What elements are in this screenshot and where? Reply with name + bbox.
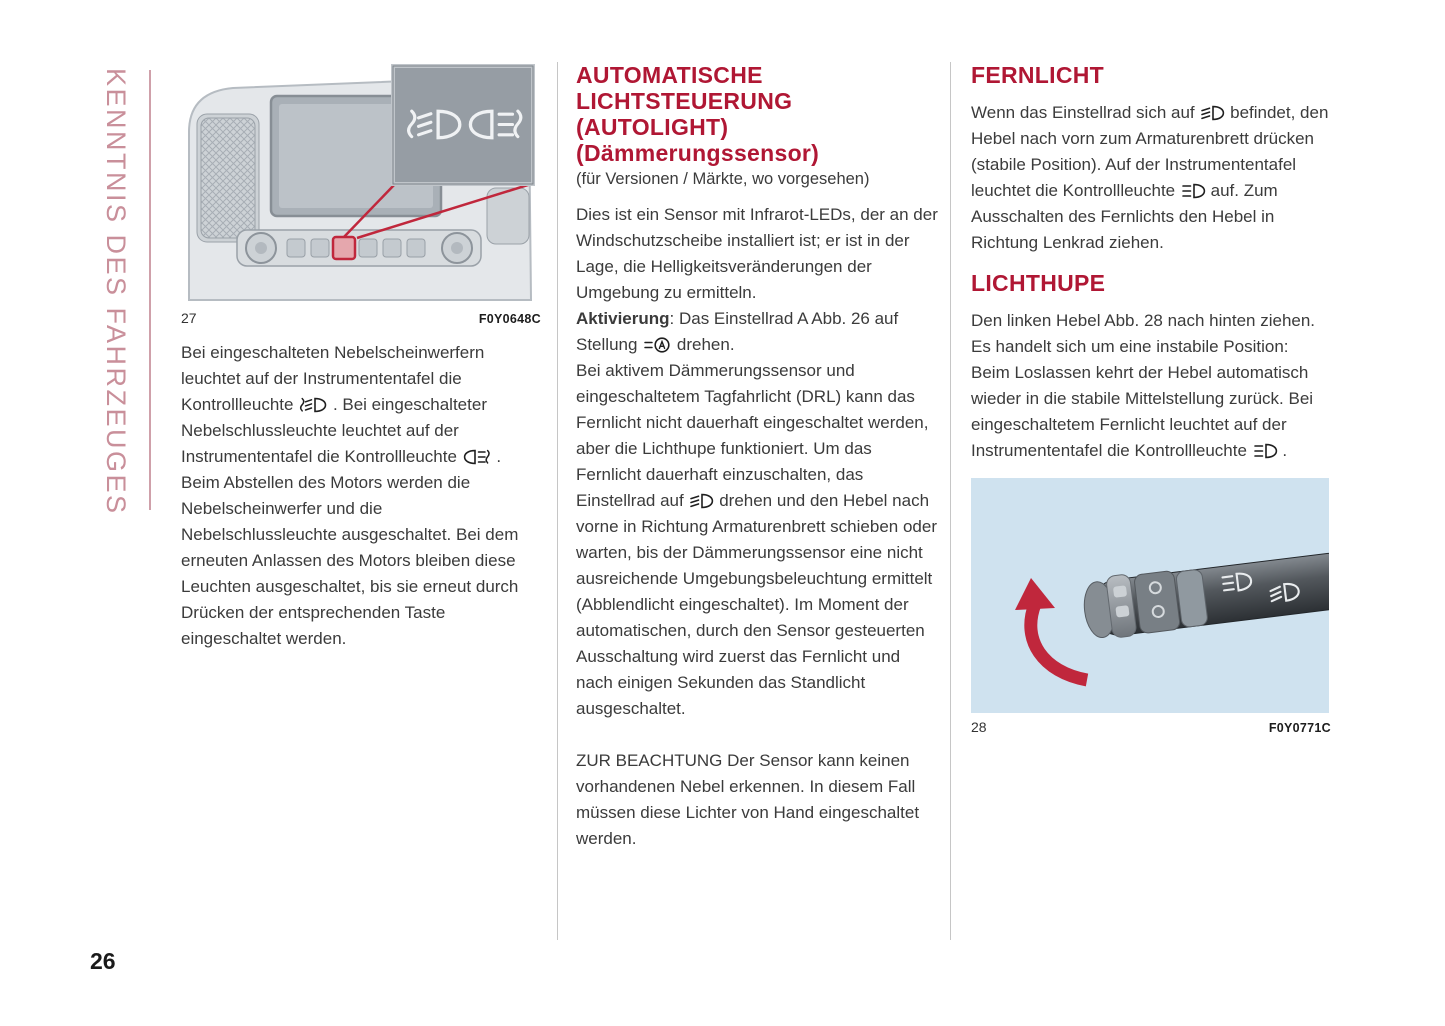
paragraph-warning: ZUR BEACHTUNG Der Sensor kann keinen vorhandenen Nebel erkennen. In diesem Fall müssen diese Lichter von Hand eingeschaltet werden. <box>576 751 920 848</box>
bold-run: Aktivierung <box>576 309 670 328</box>
paragraph-high-beam <box>971 100 1331 256</box>
text-run: drehen. <box>676 335 735 354</box>
column-divider <box>950 62 951 940</box>
fog-light-button-highlight <box>333 237 355 259</box>
figure-code: F0Y0648C <box>478 312 541 326</box>
availability-note: (für Versionen / Märkte, wo vorgesehen) <box>576 170 870 188</box>
high-beam-icon <box>1252 438 1278 464</box>
paragraph-flasher <box>971 308 1331 464</box>
section-heading-fernlicht: FERNLICHT <box>971 62 1105 88</box>
text-run: . Bei eingeschalteter Nebelschlussleuchte leuchtet auf der Instrumententafel die Kontrollleuchte <box>181 395 487 466</box>
text-run: Wenn das Einstellrad sich auf <box>971 103 1195 122</box>
figure-27-caption <box>181 310 541 326</box>
stalk-illustration <box>971 478 1329 713</box>
figure-number: 28 <box>971 719 987 735</box>
heading-line: AUTOMATISCHE <box>576 62 763 88</box>
text-run: befindet, den Hebel nach vorn zum Armaturenbrett drücken (stabile Position). Auf der Instrumententafel leuchtet die Kontrollleuchte <box>971 103 1329 200</box>
page-number: 26 <box>90 948 116 974</box>
sidebar-rule <box>149 70 151 510</box>
figure-code: F0Y0771C <box>1268 721 1331 735</box>
text-run: drehen und den Hebel nach vorne in Richtung Armaturenbrett schieben oder warten, bis der Dämmerungssensor eine nicht ausreichende Umgebungsbeleuchtung ermittelt (Abblendlicht eingeschaltet). Im Moment der automatischen, durch den Sensor gesteuerten Ausschaltung wird zuerst das Fernlicht und nach einigen Sekunden das Standlicht ausgeschaltet. <box>576 491 937 718</box>
figure-28-illustration <box>971 478 1327 713</box>
figure-27 <box>181 62 541 326</box>
text-run: : Das Einstellrad A Abb. 26 auf Stellung <box>576 309 899 354</box>
column-right <box>971 62 1331 749</box>
figure-27-illustration <box>181 62 537 304</box>
text-run: auf. Zum Ausschalten des Fernlichts den Hebel in Richtung Lenkrad ziehen. <box>971 181 1278 252</box>
heading-line: (AUTOLIGHT) <box>576 114 729 140</box>
dashboard-illustration <box>181 62 537 304</box>
low-beam-icon <box>688 488 714 514</box>
paragraph-fog-lights <box>181 340 541 470</box>
rear-fog-light-icon <box>462 444 492 470</box>
text-run: . <box>496 447 502 466</box>
heading-line: LICHTSTEUERUNG <box>576 88 793 114</box>
high-beam-icon <box>1180 178 1206 204</box>
column-left <box>181 62 541 652</box>
inset-zoom-box <box>393 66 533 184</box>
paragraph-activation <box>576 306 938 358</box>
section-heading-autolight <box>576 62 938 166</box>
text-run: . <box>1282 441 1288 460</box>
low-beam-icon <box>1199 100 1225 126</box>
paragraph-sensor-description: Dies ist ein Sensor mit Infrarot-LEDs, der an der Windschutzscheibe installiert ist; er ist in der Lage, die Helligkeitsveränderungen der Umgebung zu ermitteln. <box>576 205 938 302</box>
column-divider <box>557 62 558 940</box>
paragraph-fog-lights-off: Beim Abstellen des Motors werden die Nebelscheinwerfer und die Nebelschlussleuchte ausgeschaltet. Bei dem erneuten Anlassen des Motors bleiben diese Leuchten ausgeschaltet, bis sie erneut durch Drücken der entsprechenden Taste eingeschaltet werden. <box>181 473 519 648</box>
figure-28 <box>971 478 1331 735</box>
auto-light-icon <box>642 332 672 358</box>
section-heading-lichthupe: LICHTHUPE <box>971 270 1106 296</box>
text-run: Den linken Hebel Abb. 28 nach hinten ziehen. Es handelt sich um eine instabile Position: Beim Loslassen kehrt der Hebel automatisch wieder in die stabile Mittelstellung zurück. Bei eingeschaltetem Fernlicht leuchtet auf der Instrumententafel die Kontrollleuchte <box>971 311 1316 460</box>
text-run: Bei eingeschalteten Nebelscheinwerfern leuchtet auf der Instrumententafel die Kontrollleuchte <box>181 343 485 414</box>
figure-28-caption <box>971 719 1331 735</box>
text-run: Bei aktivem Dämmerungssensor und eingeschaltetem Tagfahrlicht (DRL) kann das Fernlicht nicht dauerhaft eingeschaltet werden, aber die Lichthupe funktioniert. Um das Fernlicht dauerhaft einzuschalten, das Einstellrad auf <box>576 361 929 510</box>
column-middle <box>576 62 938 852</box>
chapter-title: KENNTNIS DES FAHRZEUGES <box>101 68 131 516</box>
paragraph-twilight-sensor <box>576 358 938 722</box>
heading-line: (Dämmerungssensor) <box>576 140 820 166</box>
figure-number: 27 <box>181 310 197 326</box>
front-fog-light-icon <box>298 392 328 418</box>
